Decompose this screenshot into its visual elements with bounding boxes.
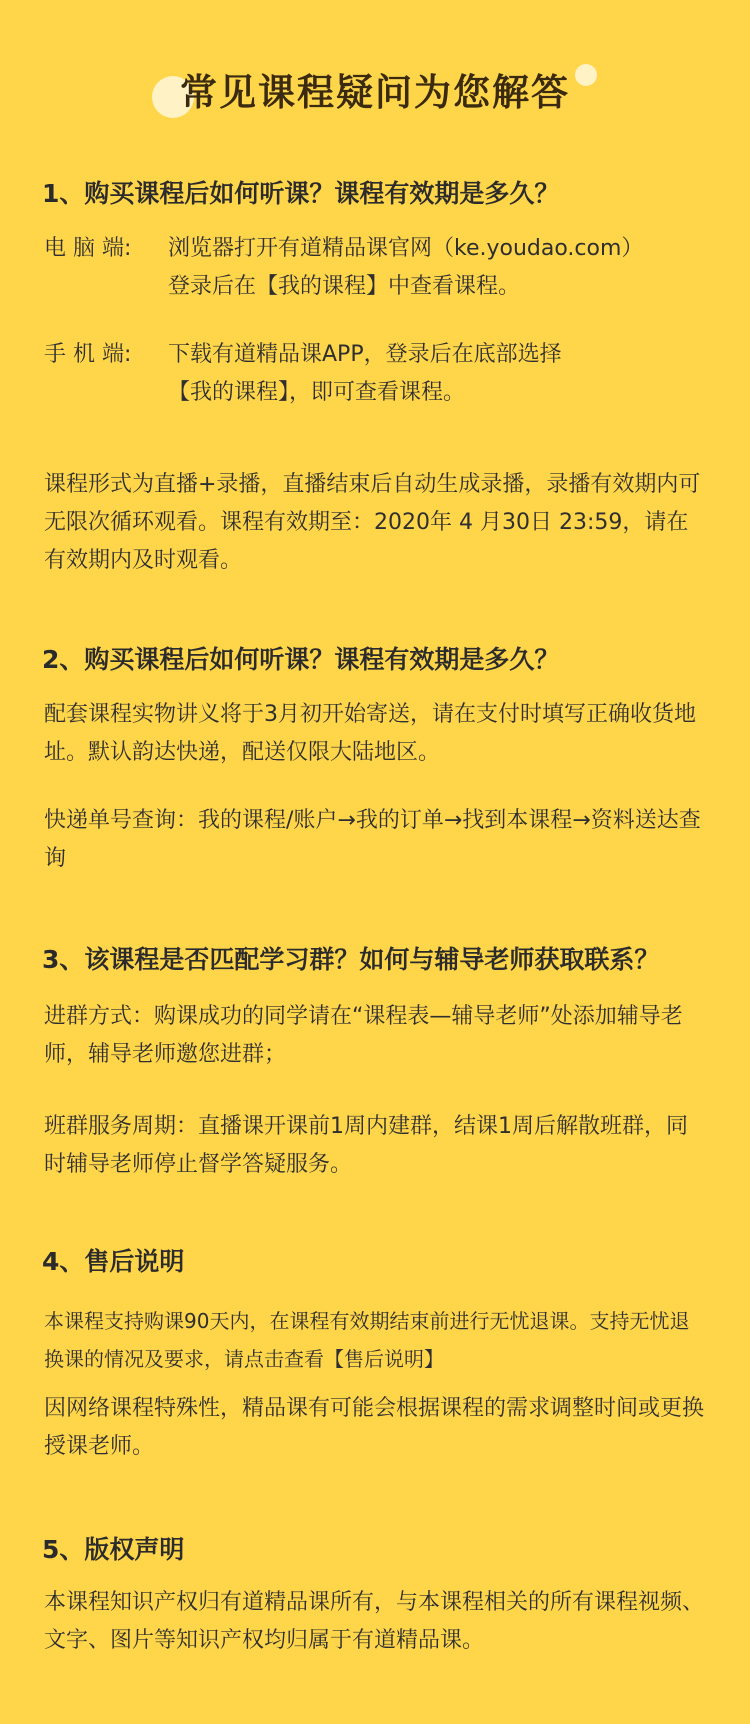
shipping-text: 配套课程实物讲义将于3月初开始寄送，请在支付时填写正确收货地址。默认韵达快递，配送仅限大陆地区。 (44, 702, 696, 765)
title-area (0, 56, 750, 126)
refund-policy-text: 本课程支持购课90天内，在课程有效期结束前进行无忧退课。支持无忧退换课的情况及要求，请点击查看【售后说明】 (44, 1309, 690, 1371)
section2-heading: 2、购买课程后如何听课？课程有效期是多久？ (42, 645, 560, 674)
section5-heading: 5、版权声明 (42, 1535, 185, 1564)
teacher-change-text: 因网络课程特殊性，精品课有可能会根据课程的需求调整时间或更换授课老师。 (44, 1396, 705, 1459)
section1-heading: 1、购买课程后如何听课？课程有效期是多久？ (42, 179, 560, 208)
copyright-text: 本课程知识产权归有道精品课所有，与本课程相关的所有课程视频、文字、图片等知识产权均归属于有道精品课。 (44, 1590, 705, 1653)
mobile-row (44, 336, 562, 374)
pc-line2: 登录后在【我的课程】中查看课程。 (168, 274, 521, 299)
page-title: 常见课程疑问为您解答 (180, 71, 570, 114)
group-service-text: 班群服务周期：直播课开课前1周内建群，结课1周后解散班群，同时辅导老师停止督学答疑服务。 (44, 1114, 688, 1177)
pc-label: 电 脑 端: (44, 236, 132, 261)
course-format-text: 课程形式为直播+录播，直播结束后自动生成录播，录播有效期内可无限次循环观看。课程有效期至：2020年 4 月30日 23:59，请在有效期内及时观看。 (44, 472, 701, 573)
pc-row (44, 230, 643, 268)
mobile-label: 手 机 端: (44, 342, 132, 367)
mobile-line1: 下载有道精品课APP，登录后在底部选择 (168, 342, 562, 367)
section3-heading: 3、该课程是否匹配学习群？如何与辅导老师获取联系？ (42, 945, 660, 974)
pc-line1: 浏览器打开有道精品课官网（ke.youdao.com） (168, 236, 644, 261)
tracking-text: 快递单号查询：我的课程/账户→我的订单→找到本课程→资料送达查询 (44, 808, 701, 871)
mobile-line2: 【我的课程】，即可查看课程。 (168, 380, 466, 405)
section4-heading: 4、售后说明 (42, 1247, 185, 1276)
join-group-text: 进群方式：购课成功的同学请在“课程表—辅导老师”处添加辅导老师，辅导老师邀您进群； (44, 1004, 683, 1067)
